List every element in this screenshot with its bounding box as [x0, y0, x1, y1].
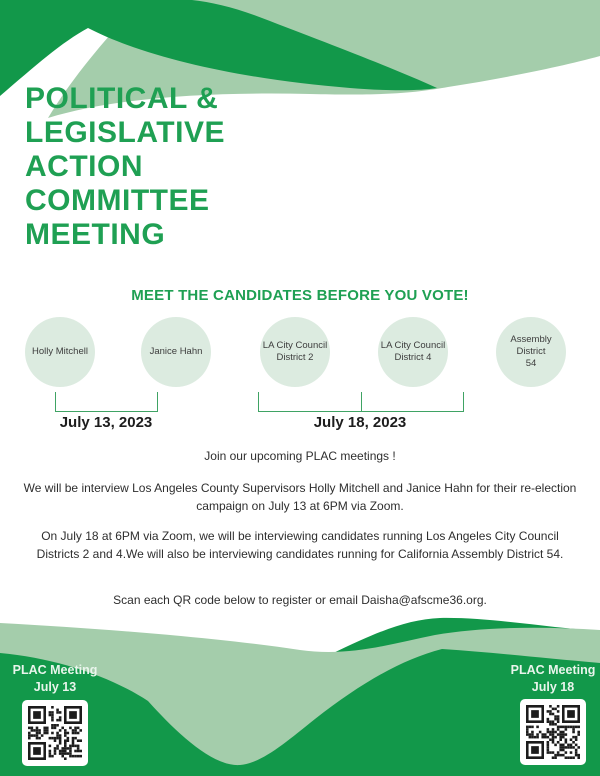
qr-label-line2: July 13 [33, 680, 77, 694]
candidate-circle-la-district-2 [260, 317, 330, 387]
paragraph-july-13: We will be interview Los Angeles County Supervisors Holly Mitchell and Janice Hahn for their re-election campaign on July 13 at 6PM via Zoom. [23, 481, 577, 513]
title-line-4: COMMITTEE [25, 184, 210, 217]
qr-label-line2: July 18 [531, 680, 575, 694]
date-july-18: July 18, 2023 [313, 414, 407, 431]
candidate-circle-janice-hahn [141, 317, 211, 387]
subtitle: MEET THE CANDIDATES BEFORE YOU VOTE! [131, 287, 469, 304]
qr-label-july-18 [508, 662, 598, 696]
qr-code-july-13 [22, 700, 88, 766]
qr-label-july-13 [10, 662, 100, 696]
title-line-3: ACTION [25, 150, 143, 183]
title-line-5: MEETING [25, 218, 166, 251]
paragraph-july-18: On July 18 at 6PM via Zoom, we will be interviewing candidates running Los Angeles City Council Districts 2 and 4.We will also be interviewing candidates running for California Assembly District 54. [36, 529, 564, 561]
date-july-13: July 13, 2023 [59, 414, 153, 431]
bracket-july-18 [258, 392, 464, 412]
candidate-name: Assembly District [510, 334, 552, 357]
qr-label-line1: PLAC Meeting [510, 663, 596, 677]
candidate-name: LA City Council [262, 340, 328, 351]
paragraph-scan-qr: Scan each QR code below to register or email Daisha@afscme36.org. [113, 593, 487, 607]
candidate-name: LA City Council [380, 340, 446, 351]
paragraph-join: Join our upcoming PLAC meetings ! [204, 449, 396, 463]
footer-wave-art [0, 616, 600, 776]
candidate-circle-assembly-54 [496, 317, 566, 387]
candidate-name: Janice Hahn [149, 346, 203, 357]
candidate-name-line2: 54 [525, 358, 537, 369]
candidate-name-line2: District 4 [394, 352, 432, 363]
candidate-circle-holly-mitchell [25, 317, 95, 387]
bracket-middle-tick [361, 392, 362, 411]
qr-label-line1: PLAC Meeting [12, 663, 98, 677]
title-line-1: POLITICAL & [25, 82, 219, 115]
candidate-circle-la-district-4 [378, 317, 448, 387]
qr-code-july-18 [520, 699, 586, 765]
page-title [25, 82, 445, 252]
title-line-2: LEGISLATIVE [25, 116, 225, 149]
candidate-name: Holly Mitchell [32, 346, 88, 357]
bracket-july-13 [55, 392, 158, 412]
candidate-name-line2: District 2 [276, 352, 314, 363]
